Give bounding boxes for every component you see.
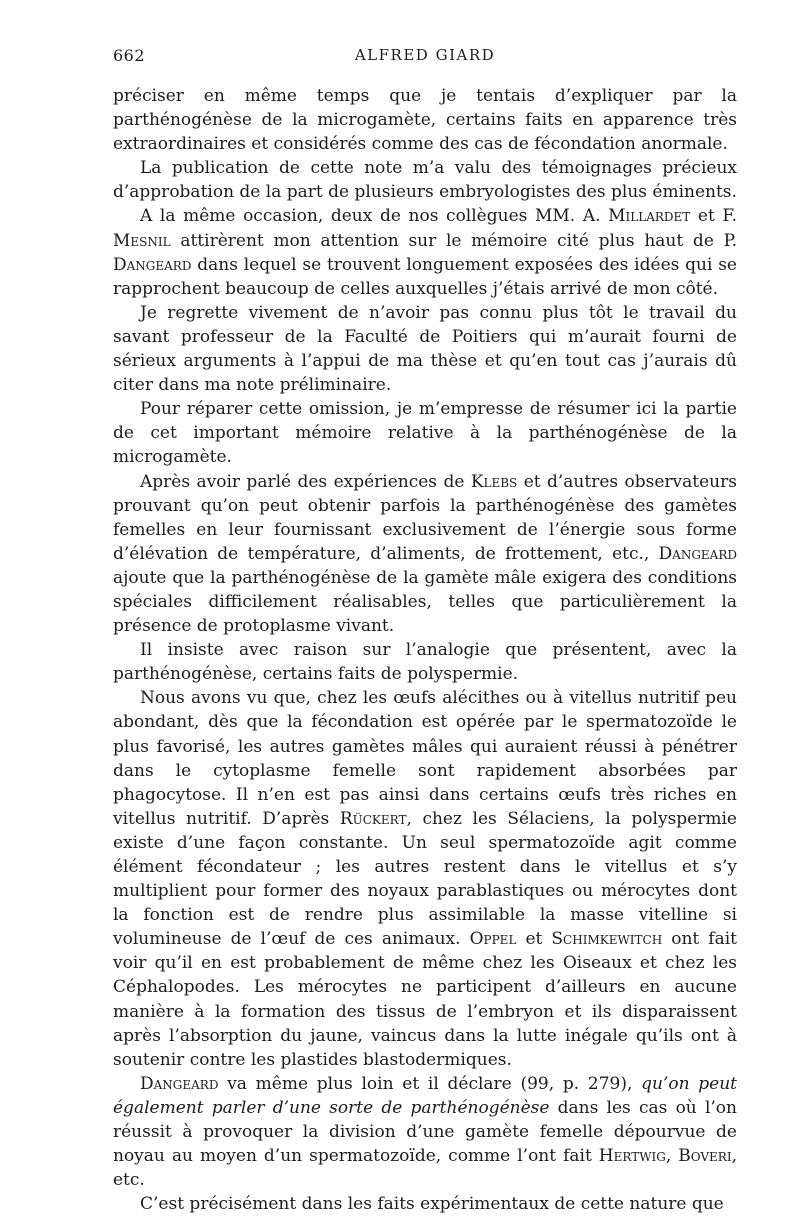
text-run: et bbox=[516, 929, 552, 950]
author-name: Dangeard bbox=[113, 254, 192, 275]
text-run: va même plus loin et il déclare (99, p. 279), bbox=[218, 1073, 642, 1094]
text-run: attirèrent mon attention sur le mémoire cité plus haut de P. bbox=[170, 230, 737, 251]
author-name: Dangeard bbox=[658, 543, 737, 564]
paragraph-p1 bbox=[113, 84, 737, 156]
paragraph-p4 bbox=[113, 301, 737, 397]
italic-quote: qu’on peut également parler d’une sorte de parthénogénèse bbox=[113, 1073, 737, 1118]
page-number: 662 bbox=[113, 46, 146, 65]
paragraph-p5 bbox=[113, 397, 737, 469]
text-run: dans lequel se trouvent longuement exposées des idées qui se rapprochent beaucoup de celles auxquelles j’étais arrivé de mon côté. bbox=[113, 254, 737, 299]
text-run: , chez les Sélaciens, la polyspermie existe d’une façon constante. Un seul spermatozoïde agit comme élément fécondateur ; les autres restent dans le vitellus et s’y multiplient pour former des noyaux parablastiques ou mérocytes dont la fonction est de rendre plus assimilable la masse vitelline si volumineuse de l’œuf de ces animaux. bbox=[113, 808, 737, 950]
text-run: , etc. bbox=[113, 1146, 737, 1191]
running-title: ALFRED GIARD bbox=[354, 46, 496, 64]
text-run: Il insiste avec raison sur l’analogie que présentent, avec la parthénogénèse, certains faits de polyspermie. bbox=[113, 640, 737, 685]
author-name: Hertwig bbox=[598, 1146, 666, 1167]
text-run: A la même occasion, deux de nos collègues MM. A. bbox=[140, 206, 609, 227]
paragraph-p8 bbox=[113, 686, 737, 1072]
author-name: Millardet bbox=[608, 206, 691, 227]
text-run: dans les cas où l’on réussit à provoquer la division d’une gamète femelle dépourvue de noyau au moyen d’un spermatozoïde, comme l’ont fait bbox=[113, 1097, 737, 1167]
text-run: et d’autres observateurs prouvant qu’on peut obtenir parfois la parthénogénèse des gamètes femelles en leur fournissant exclusivement de l’énergie sous forme d’élévation de température, d’aliments, de frottement, etc., bbox=[113, 471, 737, 564]
text-run: C’est précisément dans les faits expérimentaux de cette nature que bbox=[140, 1194, 724, 1215]
text-run: ajoute que la parthénogénèse de la gamète mâle exigera des conditions spéciales difficilement réalisables, telles que particulièrement la présence de protoplasme vivant. bbox=[113, 567, 737, 637]
author-name: Schimkewitch bbox=[551, 929, 663, 950]
text-run: Après avoir parlé des expériences de bbox=[140, 471, 471, 492]
text-run: , bbox=[665, 1146, 679, 1167]
author-name: Klebs bbox=[470, 471, 518, 492]
paragraph-p9 bbox=[113, 1072, 737, 1192]
paragraph-p3 bbox=[113, 204, 737, 300]
paragraph-p7 bbox=[113, 638, 737, 686]
author-name: Oppel bbox=[469, 929, 517, 950]
text-run: Pour réparer cette omission, je m’empresse de résumer ici la partie de cet important mémoire relative à la parthénogénèse de la microgamète. bbox=[113, 399, 737, 468]
author-name: Rückert bbox=[339, 808, 407, 829]
paragraph-p10 bbox=[113, 1192, 737, 1216]
text-run: Je regrette vivement de n’avoir pas connu plus tôt le travail du savant professeur de la Faculté de Poitiers qui m’aurait fourni de sérieux arguments à l’appui de ma thèse et qu’en tout cas j’aurais dû citer dans ma note préliminaire. bbox=[113, 302, 737, 396]
text-run: Nous avons vu que, chez les œufs alécithes ou à vitellus nutritif peu abondant, dès que la fécondation est opérée par le spermatozoïde le plus favorisé, les autres gamètes mâles qui auraient réussi à pénétrer dans le cytoplasme femelle sont rapidement absorbées par phagocytose. Il n’en est pas ainsi dans certains œufs très riches en vitellus nutritif. D’après bbox=[113, 688, 737, 829]
body-text bbox=[113, 84, 737, 1216]
text-run: préciser en même temps que je tentais d’expliquer par la parthénogénèse de la microgamète, certains faits en apparence très extraordinaires et considérés comme des cas de fécondation anormale. bbox=[113, 86, 737, 155]
page-header bbox=[113, 46, 737, 70]
author-name: Mesnil bbox=[113, 230, 171, 251]
text-run: ont fait voir qu’il en est probablement de même chez les Oiseaux et chez les Céphalopodes. Les mérocytes ne participent d’ailleurs en aucune manière à la formation des tissus de l’embryon et ils disparaissent après l’absorption du jaune, vaincus dans la lutte inégale qu’ils ont à soutenir contre les plastides blastodermiques. bbox=[113, 929, 737, 1070]
author-name: Dangeard bbox=[140, 1073, 219, 1094]
paragraph-p6 bbox=[113, 470, 737, 639]
text-run: La publication de cette note m’a valu des témoignages précieux d’approbation de la part de plusieurs embryologistes des plus éminents. bbox=[113, 158, 737, 203]
author-name: Boveri bbox=[678, 1146, 732, 1167]
paragraph-p2 bbox=[113, 156, 737, 204]
text-run: et F. bbox=[690, 206, 737, 227]
